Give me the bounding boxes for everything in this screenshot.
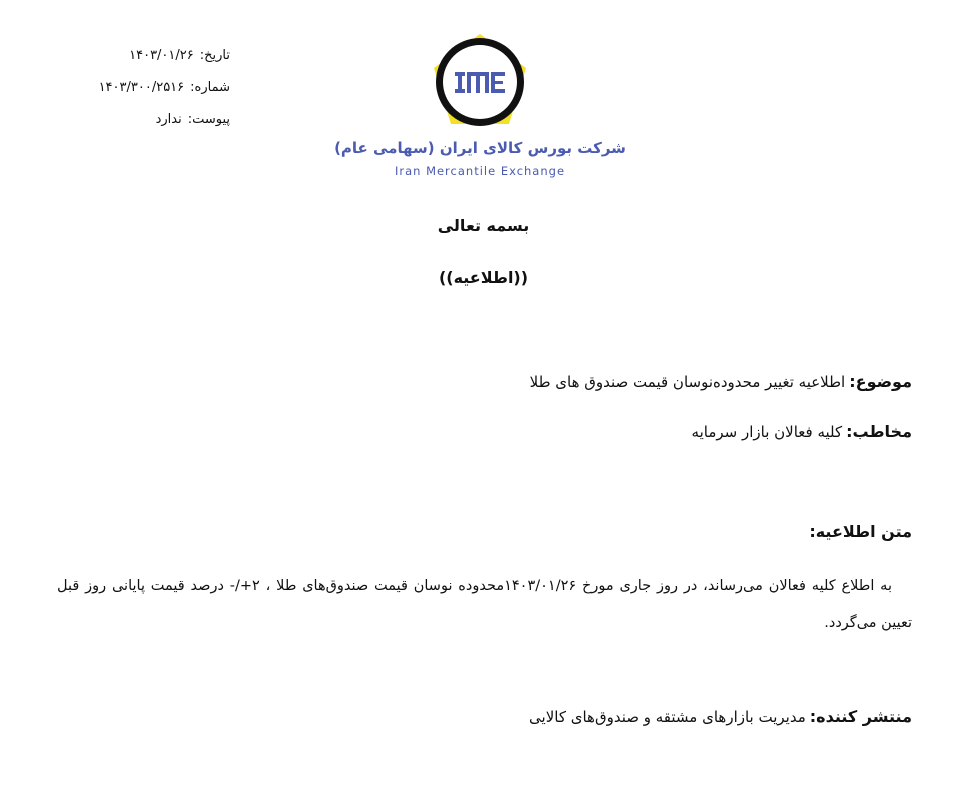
- ime-logo-icon: [430, 32, 530, 132]
- subject-line: [530, 372, 912, 391]
- attachment-row: [99, 104, 230, 136]
- date-label: تاریخ:: [199, 48, 230, 63]
- announcement-title: ((اطلاعیه)): [438, 268, 529, 287]
- subject-label: موضوع:: [849, 372, 912, 391]
- body-heading: [805, 522, 912, 541]
- recipient-label: مخاطب:: [846, 422, 912, 441]
- date-value: ۱۴۰۳/۰۱/۲۶: [129, 48, 194, 63]
- logo-name-fa: شرکت بورس کالای ایران (سهامی عام): [334, 139, 626, 157]
- attachment-value: ندارد: [155, 112, 182, 127]
- publisher-value: مدیریت بازارهای مشتقه و صندوق‌های کالایی: [529, 708, 806, 726]
- announcement-body: به اطلاع کلیه فعالان می‌رساند، در روز جاری مورخ ۱۴۰۳/۰۱/۲۶محدوده نوسان قیمت صندوق‌های طلا ، ۲+/- درصد قیمت پایانی روز قبل تعیین می‌گردد.: [57, 578, 912, 631]
- number-row: [99, 72, 230, 104]
- number-label: شماره:: [190, 80, 230, 95]
- invocation-heading: بسمه تعالی: [437, 216, 530, 235]
- subject-value: اطلاعیه تغییر محدوده‌نوسان قیمت صندوق های طلا: [529, 373, 846, 391]
- logo-name-en: Iran Mercantile Exchange: [394, 164, 566, 178]
- body-label: متن اطلاعیه:: [809, 522, 912, 541]
- publisher-label: منتشر کننده:: [809, 707, 912, 726]
- recipient-value: کلیه فعالان بازار سرمایه: [691, 423, 843, 441]
- publisher-line: [529, 707, 912, 726]
- attachment-label: پیوست:: [187, 112, 230, 127]
- number-value: ۱۴۰۳/۳۰۰/۲۵۱۶: [98, 80, 185, 95]
- recipient-line: [692, 422, 912, 441]
- letter-meta: [99, 40, 230, 136]
- date-row: [99, 40, 230, 72]
